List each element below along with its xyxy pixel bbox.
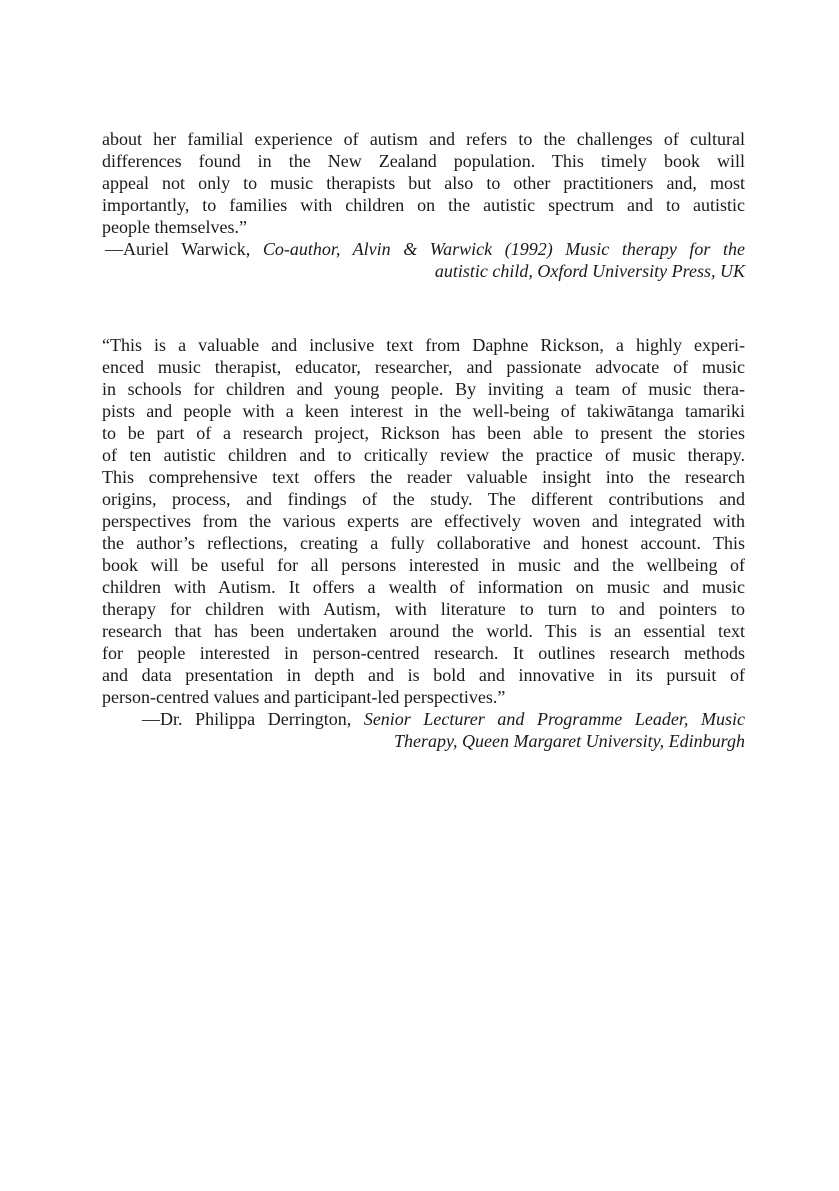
quote-line: origins, process, and findings of the study. The different contributions and xyxy=(102,489,745,509)
quote-line: and data presentation in depth and is bold and innovative in its pursuit of xyxy=(102,665,745,685)
quote-line: people themselves.” xyxy=(102,217,247,237)
quote-line: appeal not only to music therapists but also to other practitioners and, most xyxy=(102,173,745,193)
quote-line: This comprehensive text offers the reader valuable insight into the research xyxy=(102,467,745,487)
quote-line: about her familial experience of autism and refers to the challenges of cultural xyxy=(102,129,745,149)
quote-line: therapy for children with Autism, with literature to turn to and pointers to xyxy=(102,599,745,619)
quote-line: book will be useful for all persons interested in music and the wellbeing of xyxy=(102,555,745,575)
quote-line: to be part of a research project, Rickson has been able to present the stories xyxy=(102,423,745,443)
endorsement-quote-derrington xyxy=(102,334,745,752)
quote-line: children with Autism. It offers a wealth of information on music and music xyxy=(102,577,745,597)
quote-line: differences found in the New Zealand population. This timely book will xyxy=(102,151,745,171)
attribution-line xyxy=(102,730,745,752)
quote-line: perspectives from the various experts are effectively woven and integrated with xyxy=(102,511,745,531)
quote-line: person-centred values and participant-led perspectives.” xyxy=(102,687,506,707)
quote-line: of ten autistic children and to critically review the practice of music therapy. xyxy=(102,445,745,465)
attribution-line xyxy=(102,238,745,260)
quote-line: enced music therapist, educator, researcher, and passionate advocate of music xyxy=(102,357,745,377)
quote-line: research that has been undertaken around the world. This is an essential text xyxy=(102,621,745,641)
endorsement-quote-warwick xyxy=(102,128,745,282)
quote-line: in schools for children and young people. By inviting a team of music thera- xyxy=(102,379,745,399)
attribution-role: Senior Lecturer and Programme Leader, Music xyxy=(363,709,745,729)
quote-line: pists and people with a keen interest in the well-being of takiwātanga tamariki xyxy=(102,401,745,421)
attribution-role: Therapy, Queen Margaret University, Edinburgh xyxy=(394,731,745,751)
quote-line: the author’s reflections, creating a fully collaborative and honest account. This xyxy=(102,533,745,553)
quote-line: importantly, to families with children on the autistic spectrum and to autistic xyxy=(102,195,745,215)
attribution-line xyxy=(102,708,745,730)
attribution-role: autistic child, Oxford University Press, UK xyxy=(434,261,745,281)
attribution-name: —Dr. Philippa Derrington, xyxy=(142,709,364,729)
quote-line: “This is a valuable and inclusive text from Daphne Rickson, a highly experi- xyxy=(102,335,745,355)
quote-line: for people interested in person-centred research. It outlines research methods xyxy=(102,643,745,663)
attribution-line xyxy=(102,260,745,282)
attribution-name: —Auriel Warwick, xyxy=(105,239,263,259)
attribution-role: Co-author, Alvin & Warwick (1992) Music therapy for the xyxy=(262,239,745,259)
